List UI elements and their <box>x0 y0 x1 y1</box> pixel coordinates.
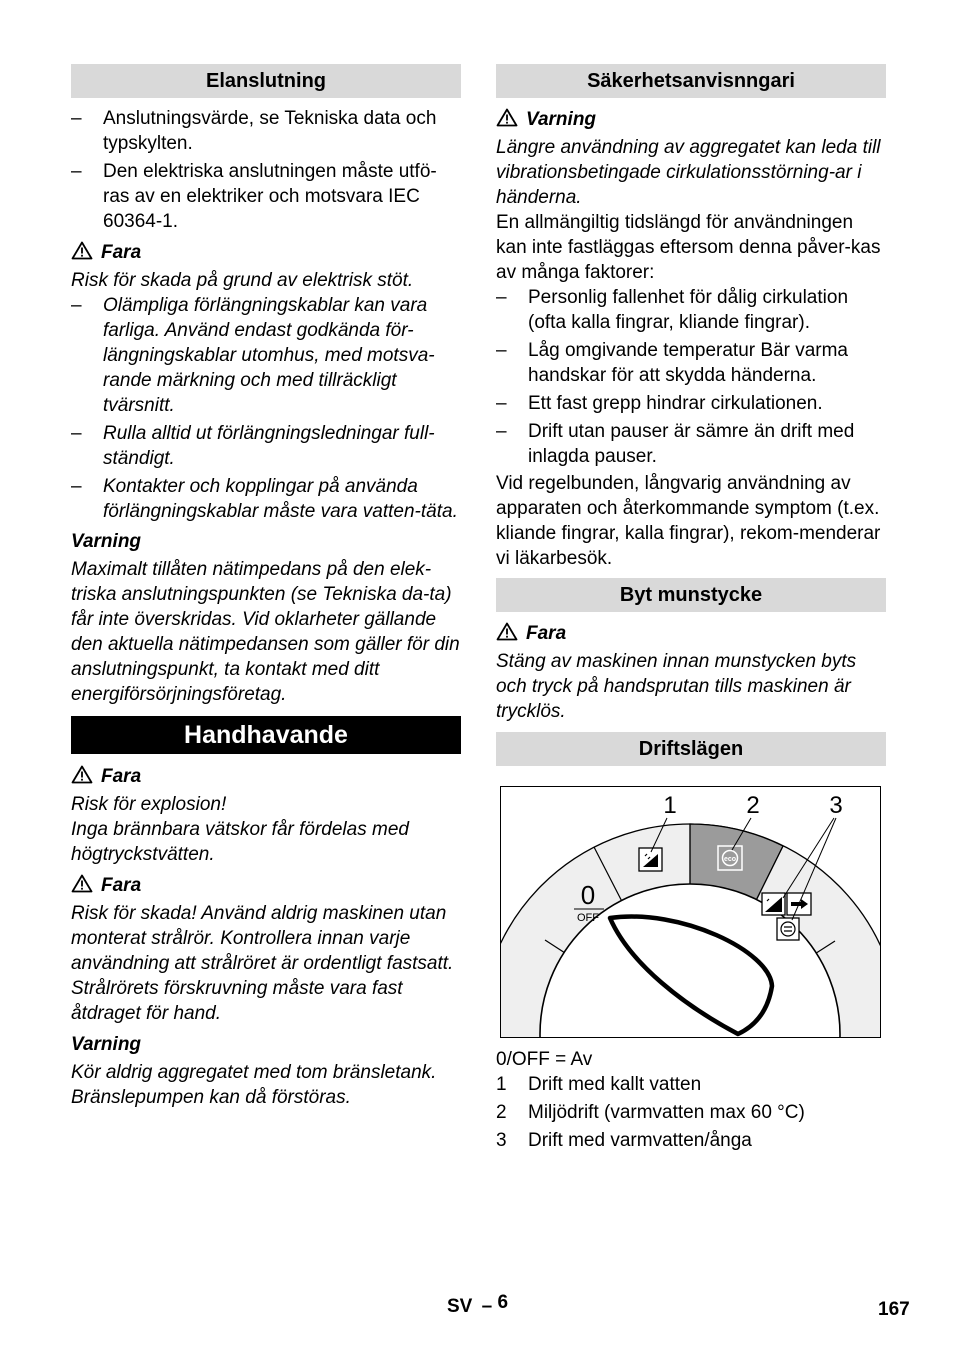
section-title-driftslagen: Driftslägen <box>496 732 886 766</box>
right-column <box>496 64 886 1156</box>
cold-water-icon <box>639 848 662 871</box>
footer-sep: – <box>481 1296 493 1317</box>
list-item: – Olämpliga förlängningskablar kan vara farliga. Använd endast godkända för-längningskablar utomhus, med motsva-rande märkning och med tillräckligt tvärsnitt. <box>71 295 435 416</box>
callout-1: 1 <box>663 792 677 819</box>
list-item: – Kontakter och kopplingar på använda förlängningskablar måste vara vatten-täta. <box>71 476 458 522</box>
list-item: – Den elektriska anslutningen måste utfö-ras av en elektriker och motsvara IEC 60364-1. <box>71 161 437 232</box>
warning-triangle-icon <box>496 108 518 127</box>
eco-icon <box>718 846 742 870</box>
fara-text: Stäng av maskinen innan munstycken byts och tryck på handsprutan tills maskinen är trycklös. <box>496 651 857 722</box>
footer-language-page <box>447 1292 509 1318</box>
list-item: – Personlig fallenhet för dålig cirkulation (ofta kalla fingrar, kliande fingrar). <box>496 287 849 333</box>
footer-lang: SV <box>447 1296 473 1317</box>
list-item: – Drift utan pauser är sämre än drift med inlagda pauser. <box>496 421 855 467</box>
section-title-byt-munstycke: Byt munstycke <box>496 578 886 612</box>
legend-off: 0/OFF = Av <box>496 1049 593 1070</box>
left-column <box>71 64 461 1110</box>
varning-heading: Varning <box>496 107 886 132</box>
list-item: 2 Miljödrift (varmvatten max 60 °C) <box>496 1102 805 1123</box>
warning-triangle-icon <box>496 622 518 641</box>
footer-local-page: 6 <box>497 1292 509 1313</box>
section-title-sakerhet: Säkerhetsanvisnngari <box>496 64 886 98</box>
varning-heading: Varning <box>71 531 142 552</box>
mode-dial-figure <box>500 786 882 1039</box>
fara-heading: Fara <box>71 240 461 265</box>
section-title-elanslutning: Elanslutning <box>71 64 461 98</box>
warning-triangle-icon <box>71 241 93 260</box>
warning-triangle-icon <box>71 874 93 893</box>
fara-text: Risk för explosion! <box>71 794 227 815</box>
hot-water-icon <box>762 893 785 915</box>
fara-text: Inga brännbara vätskor får fördelas med högtryckstvätten. <box>71 819 409 865</box>
warning-triangle-icon <box>71 765 93 784</box>
list-item: 1 Drift med kallt vatten <box>496 1074 702 1095</box>
dial-zero-label: 0 <box>580 880 596 910</box>
fara-text: Risk för skada! Använd aldrig maskinen utan monterat strålrör. Kontrollera innan varje användning att strålröret är ordentligt fastsatt. Strålrörets förskruvning måste vara fast åtdraget för hand. <box>71 903 454 1024</box>
varning-text: Kör aldrig aggregatet med tom bränsletank. Bränslepumpen kan då förstöras. <box>71 1062 437 1108</box>
fara-heading: Fara <box>71 764 461 789</box>
steam-icon <box>777 918 799 940</box>
list-item: – Ett fast grepp hindrar cirkulationen. <box>496 393 823 414</box>
mode-legend <box>496 1072 886 1153</box>
fara-list <box>71 293 461 524</box>
sakerhet-list <box>496 285 886 469</box>
callout-2: 2 <box>746 792 760 819</box>
list-item: – Anslutningsvärde, se Tekniska data och typskylten. <box>71 108 437 154</box>
varning-heading: Varning <box>71 1034 142 1055</box>
page-number: 167 <box>878 1299 910 1320</box>
varning-text: Längre användning av aggregatet kan leda till vibrationsbetingade cirkulationsstörning-ar i händerna. <box>496 137 881 208</box>
dial-off-label: OFF <box>577 912 599 924</box>
varning-text: Maximalt tillåten nätimpedans på den elek-triska anslutningspunkten (se Tekniska da-ta) får inte överskridas. Vid oklarheter gällande den aktuella nätimpedansen som gäller för din anslutningspunkt, ta kontakt med ditt energiförsörjningsföretag. <box>71 559 460 705</box>
callout-3: 3 <box>829 792 843 819</box>
list-item: 3 Drift med varmvatten/ånga <box>496 1130 752 1151</box>
svg-text:eco: eco <box>723 856 737 863</box>
elanslutning-list <box>71 106 461 234</box>
list-item: – Låg omgivande temperatur Bär varma handskar för att skydda händerna. <box>496 340 848 386</box>
fara-text: Risk för skada på grund av elektrisk stöt. <box>71 270 414 291</box>
sakerhet-outro: Vid regelbunden, långvarig användning av apparaten och återkommande symptom (t.ex. kliande fingrar, kalla fingrar), rekom-menderar vi läkarbesök. <box>496 473 881 569</box>
list-item: – Rulla alltid ut förlängningsledningar full-ständigt. <box>71 423 435 469</box>
fara-heading: Fara <box>71 873 461 898</box>
fara-heading: Fara <box>496 621 886 646</box>
sakerhet-intro: En allmängiltig tidslängd för användningen kan inte fastläggas eftersom denna påver-kas av många faktorer: <box>496 212 881 283</box>
section-title-handhavande: Handhavande <box>71 716 461 754</box>
